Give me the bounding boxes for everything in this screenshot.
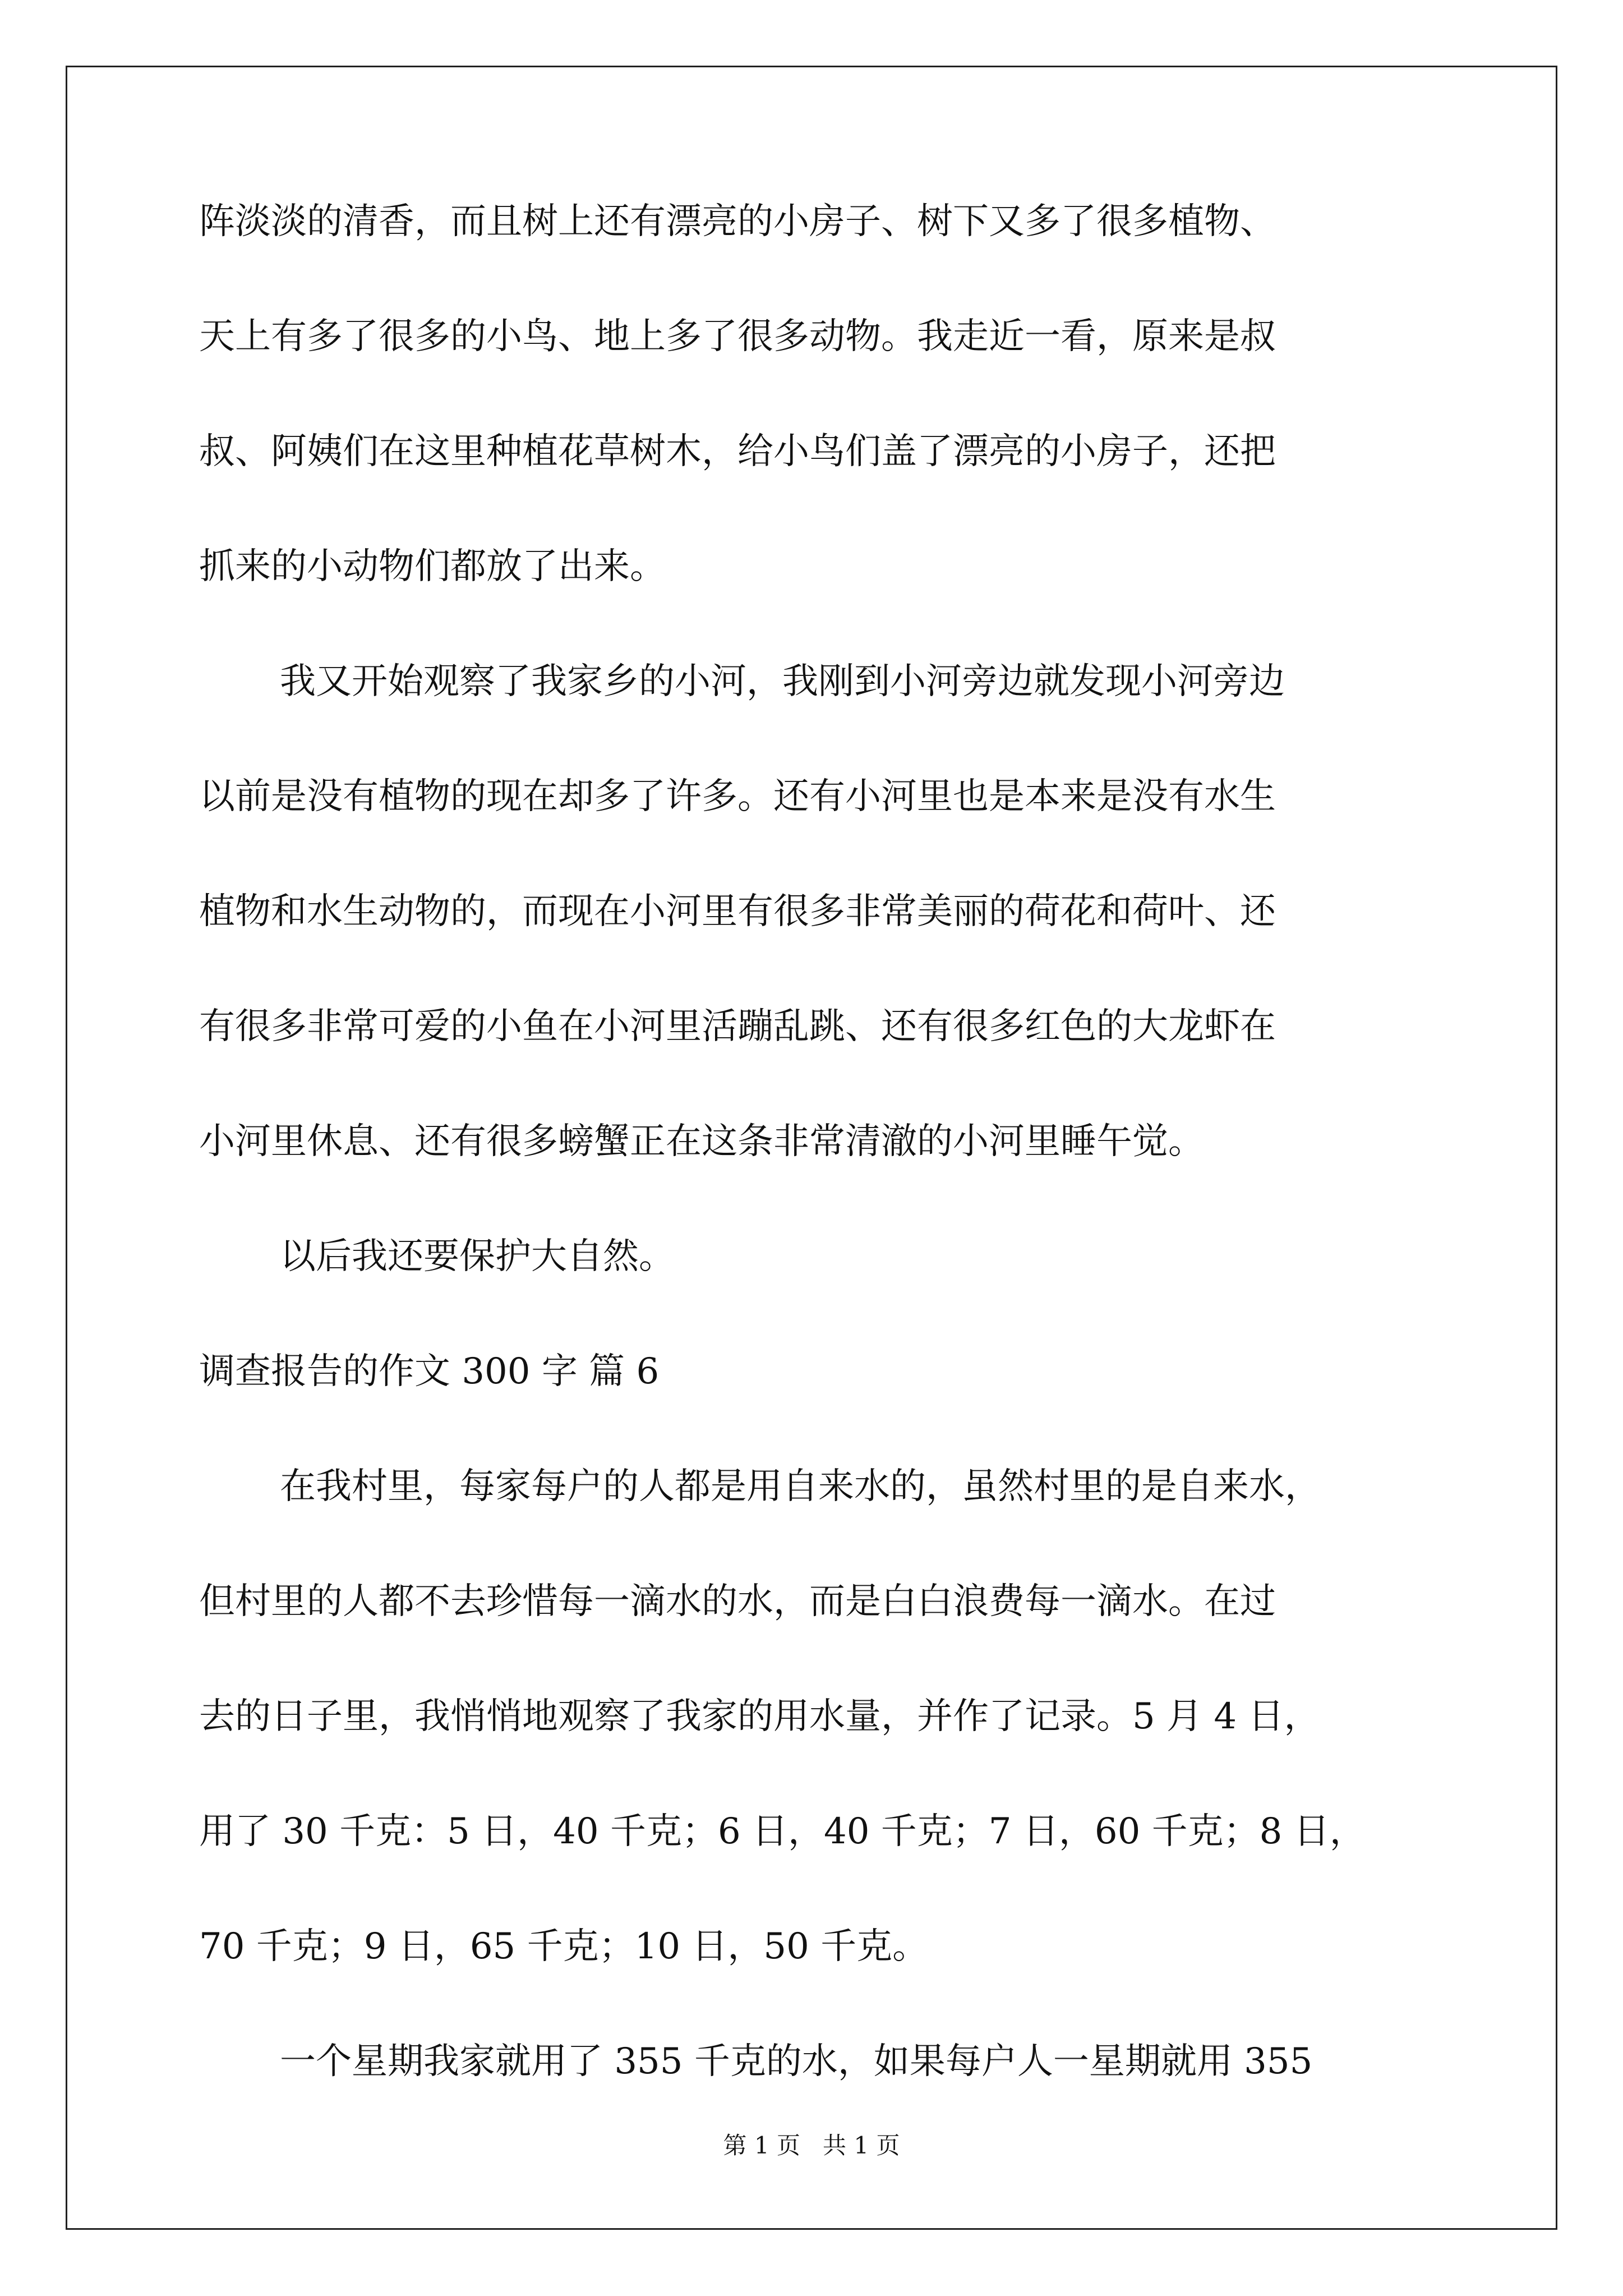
paragraph-start-line: 一个星期我家就用了 355 千克的水，如果每户人一星期就用 355 [280,2041,1313,2082]
page-footer: 第 1 页 共 1 页 [723,2132,900,2159]
paragraph-start-line: 以后我还要保护大自然。 [280,1236,675,1277]
text-line: 去的日子里，我悄悄地观察了我家的用水量，并作了记录。5 月 4 日， [199,1696,1320,1737]
text-line: 天上有多了很多的小鸟、地上多了很多动物。我走近一看，原来是叔 [199,316,1276,357]
text-line: 植物和水生动物的，而现在小河里有很多非常美丽的荷花和荷叶、还 [199,891,1276,932]
paragraph-start-line: 我又开始观察了我家乡的小河，我刚到小河旁边就发现小河旁边 [280,661,1285,702]
section-heading: 调查报告的作文 300 字 篇 6 [199,1351,660,1392]
text-line: 但村里的人都不去珍惜每一滴水的水，而是白白浪费每一滴水。在过 [199,1581,1276,1622]
text-line: 小河里休息、还有很多螃蟹正在这条非常清澈的小河里睡午觉。 [199,1121,1204,1162]
text-line: 有很多非常可爱的小鱼在小河里活蹦乱跳、还有很多红色的大龙虾在 [199,1006,1276,1047]
text-line: 叔、阿姨们在这里种植花草树木，给小鸟们盖了漂亮的小房子，还把 [199,431,1276,472]
text-line: 以前是没有植物的现在却多了许多。还有小河里也是本来是没有水生 [199,776,1276,817]
text-line: 阵淡淡的清香，而且树上还有漂亮的小房子、树下又多了很多植物、 [199,201,1276,242]
text-line: 用了 30 千克：5 日，40 千克；6 日，40 千克；7 日，60 千克；8 日， [199,1811,1366,1852]
text-line: 70 千克；9 日，65 千克；10 日，50 千克。 [199,1926,929,1967]
paragraph-start-line: 在我村里，每家每户的人都是用自来水的，虽然村里的是自来水， [280,1466,1321,1507]
text-line: 抓来的小动物们都放了出来。 [199,546,666,587]
